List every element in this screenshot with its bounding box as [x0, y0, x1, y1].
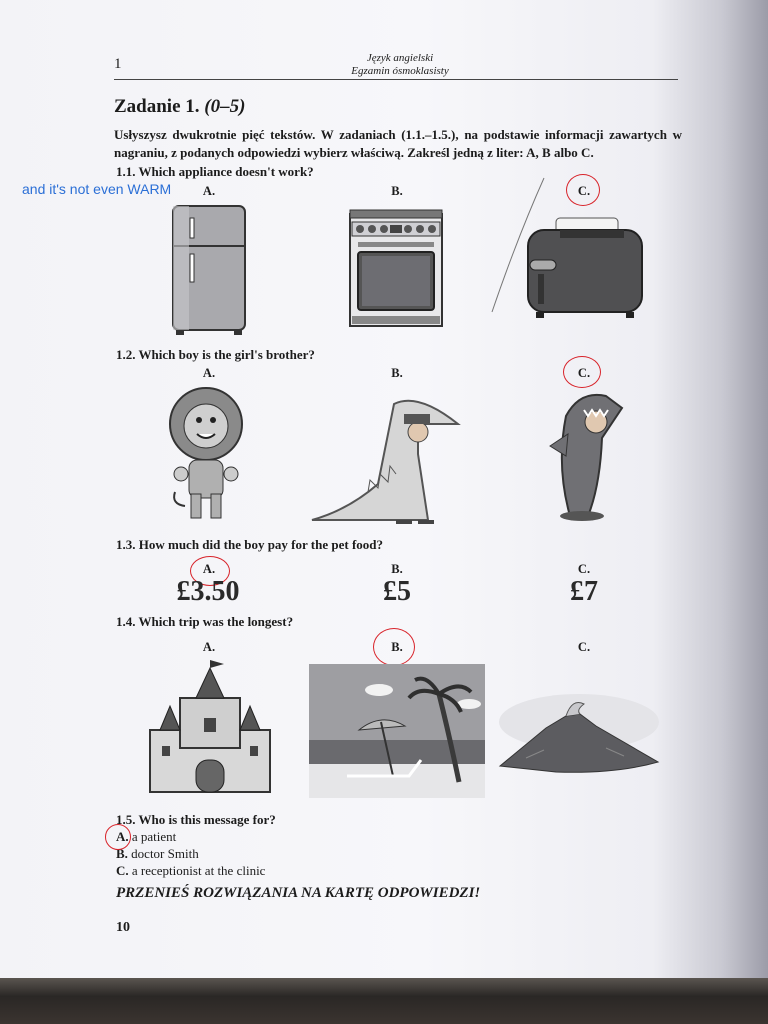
- transfer-answers-note: PRZENIEŚ ROZWIĄZANIA NA KARTĘ ODPOWIEDZI!: [116, 885, 481, 901]
- question-1-4: 1.4. Which trip was the longest?: [116, 614, 294, 629]
- q1-1-option-b[interactable]: B.: [391, 184, 403, 198]
- q1-3-option-c[interactable]: C.: [577, 562, 591, 576]
- q1-2-option-c[interactable]: C.: [577, 366, 591, 380]
- q1-4-option-b[interactable]: B.: [391, 640, 403, 654]
- crocodile-costume-icon: [308, 384, 468, 528]
- header-page-number: 1: [114, 56, 122, 72]
- q1-5-option-c-text: a receptionist at the clinic: [131, 863, 266, 878]
- q1-5-option-c[interactable]: [116, 863, 265, 879]
- price-a: £3.50: [176, 576, 240, 607]
- q1-3-option-a[interactable]: A.: [202, 562, 216, 576]
- q1-5-option-a-letter: A.: [116, 829, 129, 844]
- q1-1-option-a[interactable]: A.: [202, 184, 216, 198]
- answer-circle-q1-1: [566, 174, 600, 206]
- header-divider: [114, 79, 678, 80]
- q1-5-option-b-letter: B.: [116, 846, 128, 861]
- answer-circle-q1-2: [563, 356, 601, 388]
- question-1-2: 1.2. Which boy is the girl's brother?: [116, 347, 315, 362]
- q1-4-option-c[interactable]: C.: [577, 640, 591, 654]
- task-instructions: Usłyszysz dwukrotnie pięć tekstów. W zadaniach (1.1.–1.5.), na podstawie informacji zawartych w nagraniu, z podanych odpowiedzi wybierz właściwą. Zakreśl jedną z liter: A, B albo C.: [114, 127, 682, 160]
- answer-circle-q1-4: [373, 628, 415, 666]
- castle-icon: [140, 664, 280, 796]
- task-title: [114, 96, 245, 118]
- q1-2-option-a[interactable]: A.: [202, 366, 216, 380]
- q1-5-option-b[interactable]: [116, 846, 199, 862]
- question-1-5: 1.5. Who is this message for?: [116, 812, 276, 827]
- scan-background: [0, 978, 768, 1024]
- q1-4-option-a[interactable]: A.: [202, 640, 216, 654]
- lion-costume-icon: [165, 386, 247, 526]
- answer-circle-q1-5: [105, 824, 131, 850]
- shark-costume-icon: [540, 386, 626, 522]
- question-1-3: 1.3. How much did the boy pay for the pet food?: [116, 537, 384, 552]
- q1-5-option-c-letter: C.: [116, 863, 129, 878]
- q1-3-option-b[interactable]: B.: [391, 562, 403, 576]
- task-points: (0–5): [204, 96, 246, 117]
- header-subject: Język angielski: [366, 52, 434, 64]
- q1-2-option-b[interactable]: B.: [391, 366, 403, 380]
- pencil-stroke: [488, 176, 548, 316]
- q1-5-option-b-text: doctor Smith: [131, 846, 199, 861]
- footer-page-number: 10: [116, 920, 130, 935]
- task-title-main: Zadanie 1.: [114, 96, 200, 117]
- fridge-icon: [168, 204, 250, 336]
- beach-icon: [309, 664, 485, 798]
- oven-icon: [348, 210, 444, 330]
- q1-5-option-a-text: a patient: [131, 829, 177, 844]
- q1-1-option-c[interactable]: C.: [577, 184, 591, 198]
- question-1-1: 1.1. Which appliance doesn't work?: [116, 164, 314, 179]
- price-c: £7: [570, 576, 598, 607]
- header-exam: Egzamin ósmoklasisty: [351, 65, 449, 77]
- volcano-icon: [496, 692, 662, 776]
- handwritten-note: and it's not even WARM: [22, 181, 172, 197]
- price-b: £5: [383, 576, 411, 607]
